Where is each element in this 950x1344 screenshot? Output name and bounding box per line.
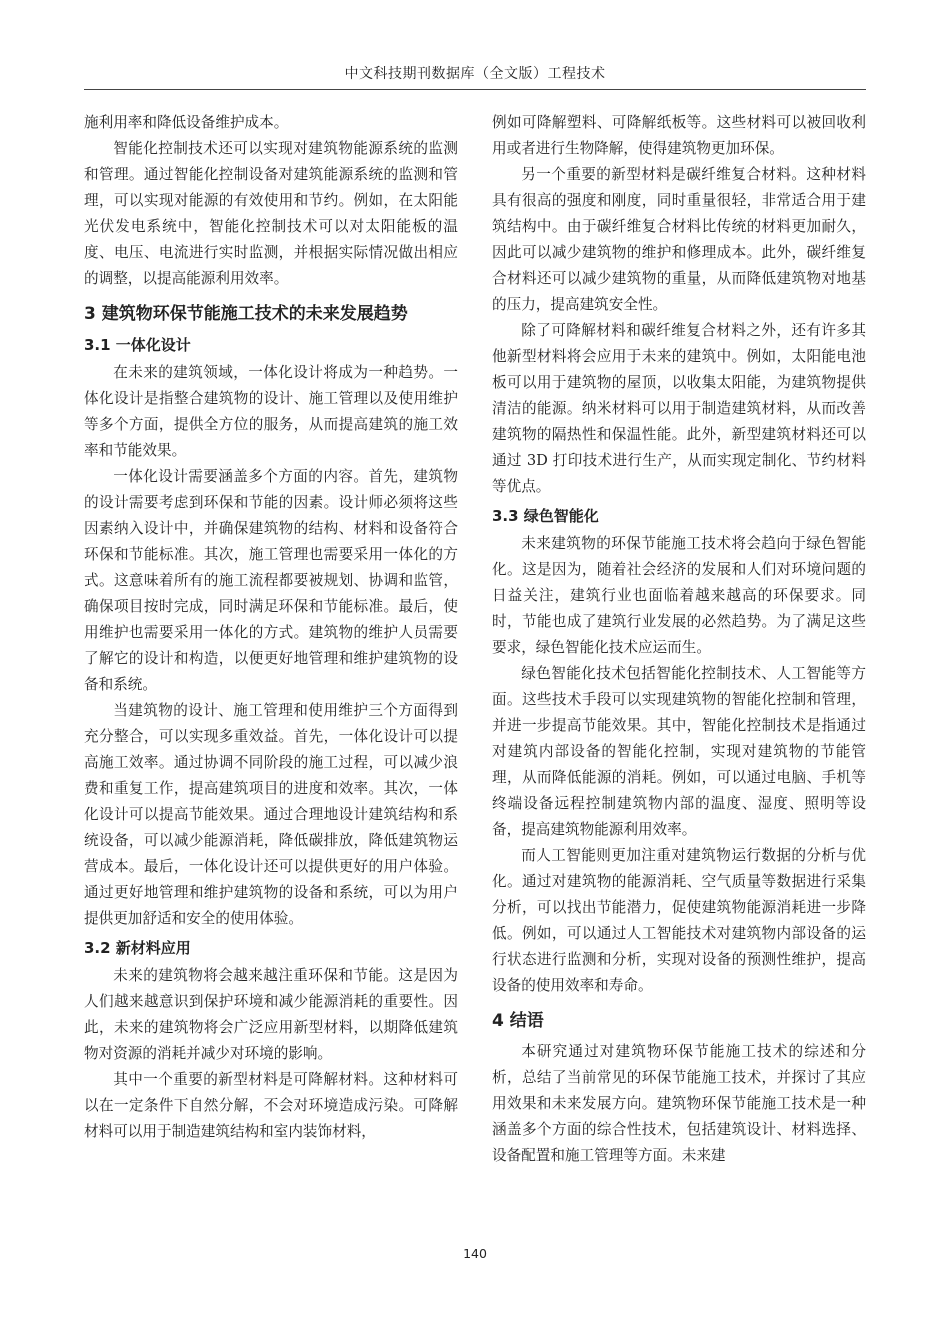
left-column <box>84 110 458 1145</box>
paragraph: 绿色智能化技术包括智能化控制技术、人工智能等方面。这些技术手段可以实现建筑物的智能化控制和管理，并进一步提高节能效果。其中，智能化控制技术是指通过对建筑内部设备的智能化控制，实现对建筑物的节能管理，从而降低能源的消耗。例如，可以通过电脑、手机等终端设备远程控制建筑物内部的温度、湿度、照明等设备，提高建筑物能源利用效率。 <box>492 665 866 838</box>
running-header: 中文科技期刊数据库（全文版）工程技术 <box>344 66 606 82</box>
section-heading-3: 3 建筑物环保节能施工技术的未来发展趋势 <box>84 304 408 324</box>
subsection-heading-3-1: 3.1 一体化设计 <box>84 336 191 354</box>
section-heading-4: 4 结语 <box>492 1011 544 1031</box>
paragraph: 未来建筑物的环保节能施工技术将会趋向于绿色智能化。这是因为，随着社会经济的发展和人们对环境问题的日益关注，建筑行业也面临着越来越高的环保要求。同时，节能也成了建筑行业发展的必然趋势。为了满足这些要求，绿色智能化技术应运而生。 <box>492 535 866 656</box>
paragraph: 当建筑物的设计、施工管理和使用维护三个方面得到充分整合，可以实现多重效益。首先，一体化设计可以提高施工效率。通过协调不同阶段的施工过程，可以减少浪费和重复工作，提高建筑项目的进度和效率。其次，一体化设计可以提高节能效果。通过合理地设计建筑结构和系统设备，可以减少能源消耗，降低碳排放，降低建筑物运营成本。最后，一体化设计还可以提供更好的用户体验。通过更好地管理和维护建筑物的设备和系统，可以为用户提供更加舒适和安全的使用体验。 <box>84 702 458 927</box>
right-column <box>492 110 866 1169</box>
paragraph: 一体化设计需要涵盖多个方面的内容。首先，建筑物的设计需要考虑到环保和节能的因素。设计师必须将这些因素纳入设计中，并确保建筑物的结构、材料和设备符合环保和节能标准。其次，施工管理也需要采用一体化的方式。这意味着所有的施工流程都要被规划、协调和监管，确保项目按时完成，同时满足环保和节能标准。最后，使用维护也需要采用一体化的方式。建筑物的维护人员需要了解它的设计和构造，以便更好地管理和维护建筑物的设备和系统。 <box>84 468 458 693</box>
paragraph: 本研究通过对建筑物环保节能施工技术的综述和分析，总结了当前常见的环保节能施工技术，并探讨了其应用效果和未来发展方向。建筑物环保节能施工技术是一种涵盖多个方面的综合性技术，包括建筑设计、材料选择、设备配置和施工管理等方面。未来建 <box>492 1043 866 1164</box>
paragraph: 未来的建筑物将会越来越注重环保和节能。这是因为人们越来越意识到保护环境和减少能源消耗的重要性。因此，未来的建筑物将会广泛应用新型材料，以期降低建筑物对资源的消耗并减少对环境的影响。 <box>84 967 458 1062</box>
header-divider <box>84 89 866 90</box>
paragraph: 而人工智能则更加注重对建筑物运行数据的分析与优化。通过对建筑物的能源消耗、空气质量等数据进行采集分析，可以找出节能潜力，促使建筑物能源消耗进一步降低。例如，可以通过人工智能技术对建筑物内部设备的运行状态进行监测和分析，实现对设备的预测性维护，提高设备的使用效率和寿命。 <box>492 847 866 994</box>
paragraph: 智能化控制技术还可以实现对建筑物能源系统的监测和管理。通过智能化控制设备对建筑能源系统的监测和管理，可以实现对能源的有效使用和节约。例如，在太阳能光伏发电系统中，智能化控制技术可以对太阳能板的温度、电压、电流进行实时监测，并根据实际情况做出相应的调整，以提高能源利用效率。 <box>84 140 458 287</box>
subsection-heading-3-2: 3.2 新材料应用 <box>84 939 191 957</box>
paragraph: 除了可降解材料和碳纤维复合材料之外，还有许多其他新型材料将会应用于未来的建筑中。例如，太阳能电池板可以用于建筑物的屋顶，以收集太阳能，为建筑物提供清洁的能源。纳米材料可以用于制造建筑材料，从而改善建筑物的隔热性和保温性能。此外，新型建筑材料还可以通过 3D 打印技术进行生产，从而实现定制化、节约材料等优点。 <box>492 322 866 495</box>
paragraph: 其中一个重要的新型材料是可降解材料。这种材料可以在一定条件下自然分解，不会对环境造成污染。可降解材料可以用于制造建筑结构和室内装饰材料， <box>84 1071 458 1140</box>
paragraph: 例如可降解塑料、可降解纸板等。这些材料可以被回收利用或者进行生物降解，使得建筑物更加环保。 <box>492 114 866 157</box>
subsection-heading-3-3: 3.3 绿色智能化 <box>492 507 599 525</box>
paragraph: 另一个重要的新型材料是碳纤维复合材料。这种材料具有很高的强度和刚度，同时重量很轻，非常适合用于建筑结构中。由于碳纤维复合材料比传统的材料更加耐久，因此可以减少建筑物的维护和修理成本。此外，碳纤维复合材料还可以减少建筑物的重量，从而降低建筑物对地基的压力，提高建筑安全性。 <box>492 166 866 313</box>
paragraph: 施利用率和降低设备维护成本。 <box>84 114 289 131</box>
paragraph: 在未来的建筑领域，一体化设计将成为一种趋势。一体化设计是指整合建筑物的设计、施工管理以及使用维护等多个方面，提供全方位的服务，从而提高建筑的施工效率和节能效果。 <box>84 364 458 459</box>
page-number: 140 <box>463 1246 487 1261</box>
